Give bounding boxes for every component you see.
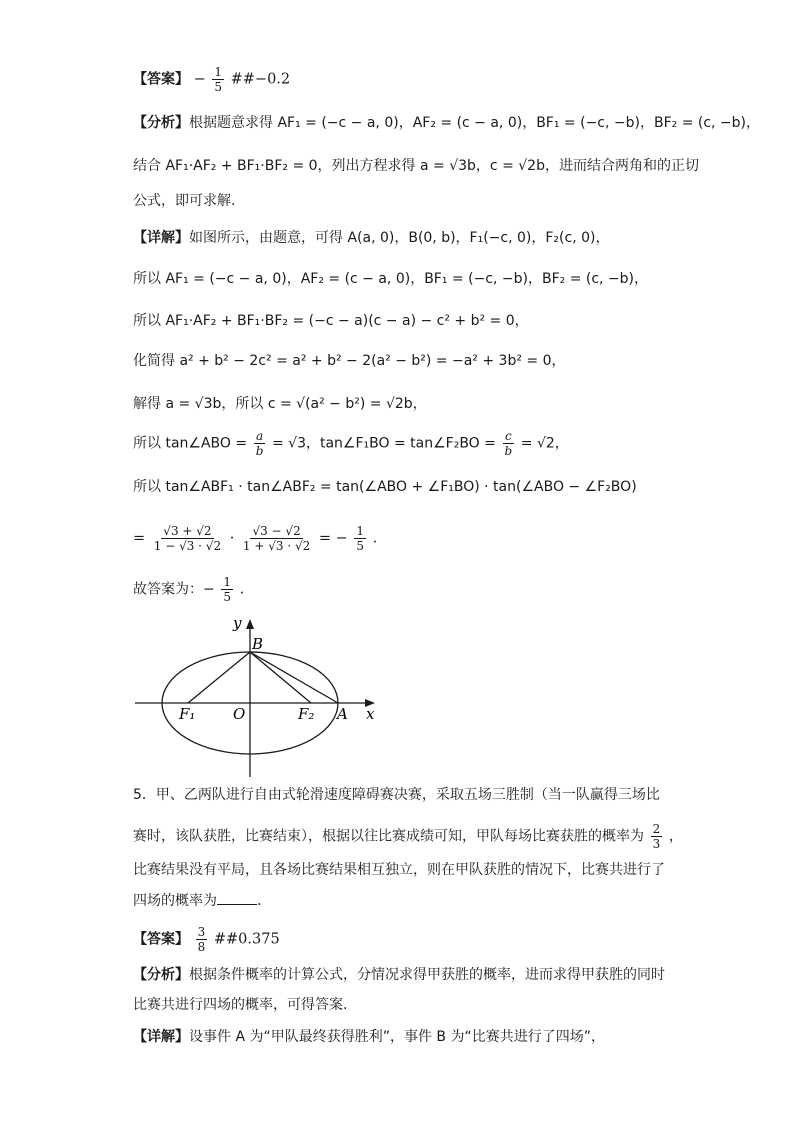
detail-line-1: 【详解】如图所示，由题意，可得 A(a, 0)，B(0, b)，F₁(−c, 0)，F₂(c, 0)， [133,230,610,246]
detail-step-3: 化简得 a² + b² − 2c² = a² + b² − 2(a² − b²) = −a² + 3b² = 0， [133,353,566,369]
label-x: x [366,705,375,723]
question-5-line-2: 赛时，该队获胜，比赛结束），根据以往比赛成绩可知，甲队每场比赛获胜的概率为 $\frac{2}{3}$ ， [133,822,683,851]
detail-step-5: 所以 tan∠ABO = $\frac{a}{b}$ = √3，tan∠F₁BO = tan∠F₂BO = $\frac{c}{b}$ = √2， [133,429,569,458]
analysis-line-3: 公式，即可求解. [133,193,236,209]
analysis-tag: 【分析】 [133,967,189,983]
analysis-5-line-1: 【分析】根据条件概率的计算公式，分情况求得甲获胜的概率，进而求得甲获胜的同时 [133,967,665,983]
question-5-line-3: 比赛结果没有平局，且各场比赛结果相互独立，则在甲队获胜的情况下，比赛共进行了 [133,862,665,878]
probability-fraction: $\frac{2}{3}$ [652,822,661,851]
answer-alt: ##0.375 [213,931,280,948]
detail-step-1: 所以 AF₁ = (−c − a, 0)，AF₂ = (c − a, 0)，BF₁ = (−c, −b)，BF₂ = (c, −b)， [133,271,649,287]
answer-fraction: $\frac{3}{8}$ [197,925,206,954]
detail-step-6: 所以 tan∠ABF₁ · tan∠ABF₂ = tan(∠ABO + ∠F₁BO) · tan(∠ABO − ∠F₂BO) [133,479,637,495]
fraction-tan-diff: $\frac{√3 - √2}{1 + √3 \cdot √2}$ [242,524,311,553]
answer-blank [217,890,257,905]
detail-step-2: 所以 AF₁·AF₂ + BF₁·BF₂ = (−c − a)(c − a) − c² + b² = 0， [133,313,529,329]
label-o: O [233,705,246,723]
answer-line-5 [133,925,280,954]
answer-tag: 【答案】 [133,931,189,948]
segment-b-f2 [250,652,311,703]
label-f1: F₁ [179,705,196,723]
fraction-result: $\frac{1}{5}$ [356,524,365,553]
answer-line-4 [133,65,290,94]
detail-step-7: = $\frac{√3 + √2}{1 - √3 \cdot √2}$ · $\frac{√3 - √2}{1 + √3 \cdot √2}$ = − $\frac{1}{5}$ . [133,524,378,553]
detail-tag: 【详解】 [133,230,189,246]
label-a: A [337,705,348,723]
segment-b-f1 [188,652,250,703]
fraction-a-over-b: $\frac{a}{b}$ [255,429,264,458]
final-answer-line: 故答案为：− $\frac{1}{5}$ . [133,575,245,604]
answer-sign: − [193,71,206,88]
answer-fraction: $\frac{1}{5}$ [214,65,223,94]
answer-alt: ##−0.2 [230,71,291,88]
answer-tag: 【答案】 [133,71,189,88]
label-b: B [252,635,264,653]
analysis-5-line-2: 比赛共进行四场的概率，可得答案. [133,997,348,1013]
detail-step-4: 解得 a = √3b，所以 c = √(a² − b²) = √2b， [133,396,427,412]
fraction-c-over-b: $\frac{c}{b}$ [504,429,513,458]
analysis-tag: 【分析】 [133,115,189,131]
detail-tag: 【详解】 [133,1029,189,1045]
fraction-tan-sum: $\frac{√3 + √2}{1 - √3 \cdot √2}$ [153,524,222,553]
segment-b-a [250,652,338,703]
label-y: y [233,614,242,632]
analysis-line-1: 【分析】根据题意求得 AF₁ = (−c − a, 0)，AF₂ = (c − a, 0)，BF₁ = (−c, −b)，BF₂ = (c, −b)， [133,115,761,131]
y-axis-arrow [246,619,254,629]
final-fraction: $\frac{1}{5}$ [223,575,231,604]
detail-5-line-1: 【详解】设事件 A 为“甲队最终获得胜利”，事件 B 为“比赛共进行了四场”， [133,1029,605,1045]
ellipse-figure [125,612,395,782]
label-f2: F₂ [298,705,315,723]
question-5-line-4: 四场的概率为 . [133,890,262,911]
analysis-line-2: 结合 AF₁·AF₂ + BF₁·BF₂ = 0，列出方程求得 a = √3b，c = √2b，进而结合两角和的正切 [133,158,699,174]
question-5-line-1: 5．甲、乙两队进行自由式轮滑速度障碍赛决赛，采取五场三胜制（当一队赢得三场比 [133,787,660,803]
